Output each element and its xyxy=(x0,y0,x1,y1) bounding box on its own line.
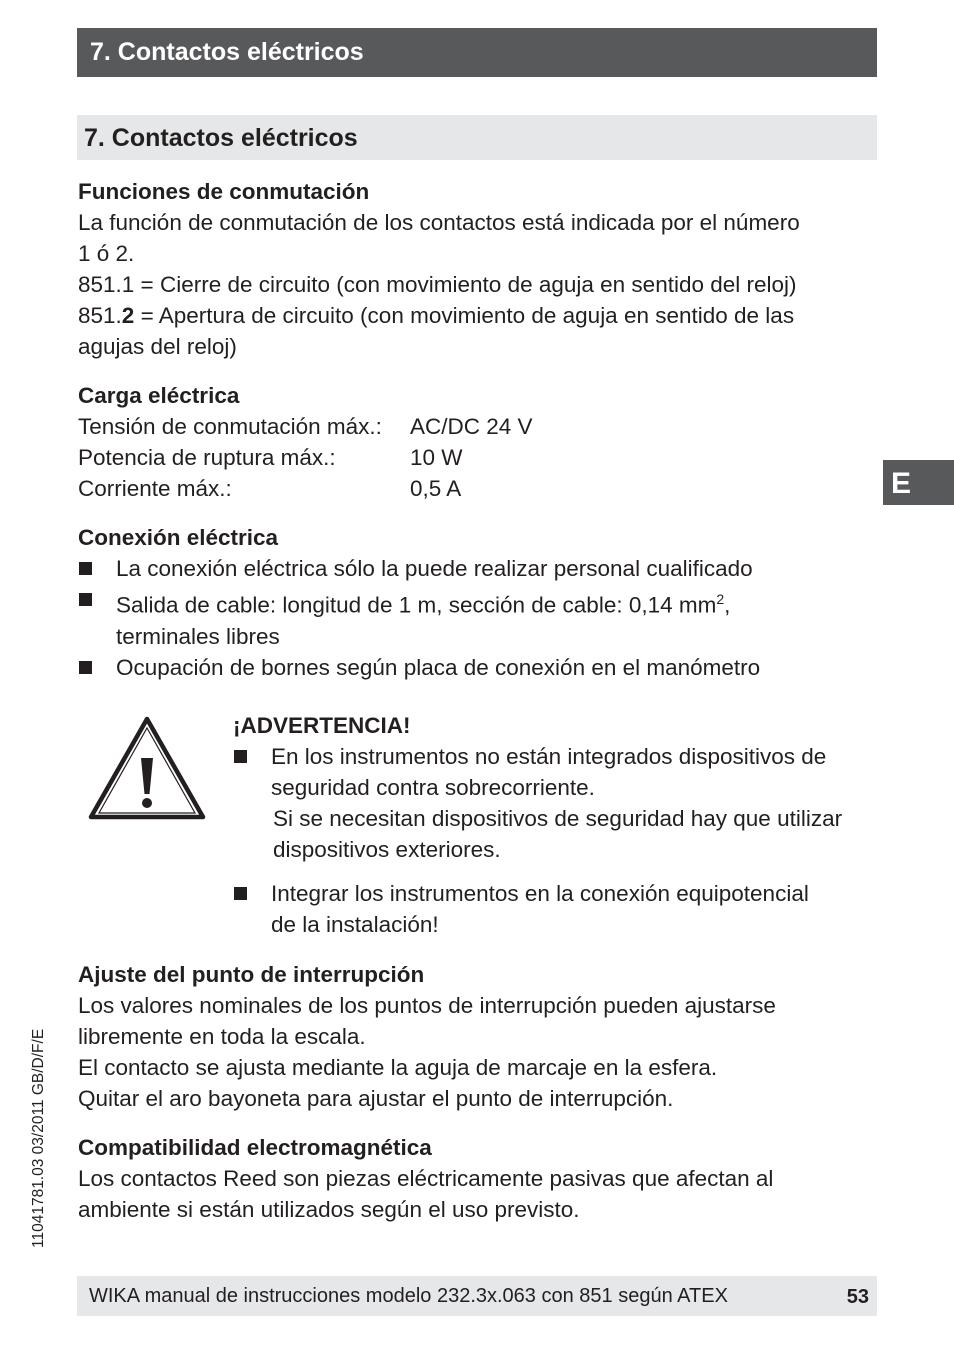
load-value: 0,5 A xyxy=(410,476,462,501)
load-label: Tensión de conmutación máx.: xyxy=(78,414,382,439)
emc-line: ambiente si están utilizados según el uso previsto. xyxy=(78,1197,580,1222)
switching-line: agujas del reloj) xyxy=(78,334,237,359)
list-item-text: Integrar los instrumentos en la conexión equipotencial xyxy=(271,881,809,906)
load-label: Corriente máx.: xyxy=(78,476,232,501)
bullet-square-icon xyxy=(79,562,92,575)
language-tab: E xyxy=(883,460,954,505)
list-item-text: La conexión eléctrica sólo la puede realizar personal cualificado xyxy=(116,556,753,581)
list-item xyxy=(78,553,868,584)
switching-number: 2 xyxy=(121,303,135,328)
list-item xyxy=(233,741,883,803)
list-item-text: terminales libres xyxy=(116,623,280,649)
load-row xyxy=(78,442,868,473)
warning-text: Si se necesitan dispositivos de seguridad hay que utilizar xyxy=(273,806,843,831)
chapter-title: 7. Contactos eléctricos xyxy=(90,38,364,66)
list-item-text: Salida de cable: longitud de 1 m, sección de cable: 0,14 mm xyxy=(116,592,717,618)
bullet-square-icon xyxy=(234,887,247,900)
warning-triangle-icon xyxy=(88,716,206,821)
page-number: 53 xyxy=(846,1286,869,1308)
electrical-connection-block xyxy=(78,522,868,683)
emc-heading: Compatibilidad electromagnética xyxy=(78,1135,432,1160)
list-item xyxy=(78,584,868,652)
electrical-load-block xyxy=(78,380,868,504)
setpoint-block xyxy=(78,959,868,1114)
list-item-text: Ocupación de bornes según placa de conexión en el manómetro xyxy=(116,654,761,680)
list-item-text: seguridad contra sobrecorriente. xyxy=(271,775,595,800)
bullet-square-icon xyxy=(234,750,247,763)
list-item-text: de la instalación! xyxy=(271,912,439,937)
warning-block xyxy=(233,710,883,940)
load-row xyxy=(78,411,868,442)
setpoint-line: libremente en toda la escala. xyxy=(78,1024,366,1049)
superscript: 2 xyxy=(716,591,725,607)
chapter-header xyxy=(77,28,877,77)
switching-text: = Apertura de circuito (con movimiento de aguja en sentido de las xyxy=(134,303,795,328)
setpoint-line: Quitar el aro bayoneta para ajustar el punto de interrupción. xyxy=(78,1086,674,1111)
warning-text: dispositivos exteriores. xyxy=(273,837,501,862)
switching-functions-block xyxy=(78,176,868,362)
list-item xyxy=(78,652,868,683)
load-value: AC/DC 24 V xyxy=(410,414,533,439)
switching-line: 1 ó 2. xyxy=(78,241,135,266)
setpoint-heading: Ajuste del punto de interrupción xyxy=(78,962,425,987)
emc-line: Los contactos Reed son piezas eléctricamente pasivas que afectan al xyxy=(78,1166,774,1191)
setpoint-line: Los valores nominales de los puntos de interrupción pueden ajustarse xyxy=(78,993,776,1018)
list-item xyxy=(233,878,883,940)
bullet-square-icon xyxy=(79,661,92,674)
footer xyxy=(77,1276,877,1316)
emc-block xyxy=(78,1132,868,1225)
load-row xyxy=(78,473,868,504)
bullet-square-icon xyxy=(79,593,92,606)
switching-line: La función de conmutación de los contactos está indicada por el número xyxy=(78,210,800,235)
list-item-text: En los instrumentos no están integrados dispositivos de xyxy=(271,744,827,769)
switching-line: 851.1 = Cierre de circuito (con movimiento de aguja en sentido del reloj) xyxy=(78,272,797,297)
section-title: 7. Contactos eléctricos xyxy=(84,124,358,152)
connection-heading: Conexión eléctrica xyxy=(78,525,279,550)
footer-text: WIKA manual de instrucciones modelo 232.3x.063 con 851 según ATEX xyxy=(89,1285,728,1307)
setpoint-line: El contacto se ajusta mediante la aguja de marcaje en la esfera. xyxy=(78,1055,718,1080)
switching-line xyxy=(78,300,868,331)
load-label: Potencia de ruptura máx.: xyxy=(78,445,336,470)
load-value: 10 W xyxy=(410,445,463,470)
document-code: 11041781.03 03/2011 GB/D/F/E xyxy=(30,1028,47,1248)
switching-heading: Funciones de conmutación xyxy=(78,179,370,204)
load-heading: Carga eléctrica xyxy=(78,383,240,408)
section-header xyxy=(77,115,877,160)
list-item-text: , xyxy=(724,592,731,618)
warning-title: ¡ADVERTENCIA! xyxy=(233,713,411,738)
switching-prefix: 851. xyxy=(78,303,122,328)
